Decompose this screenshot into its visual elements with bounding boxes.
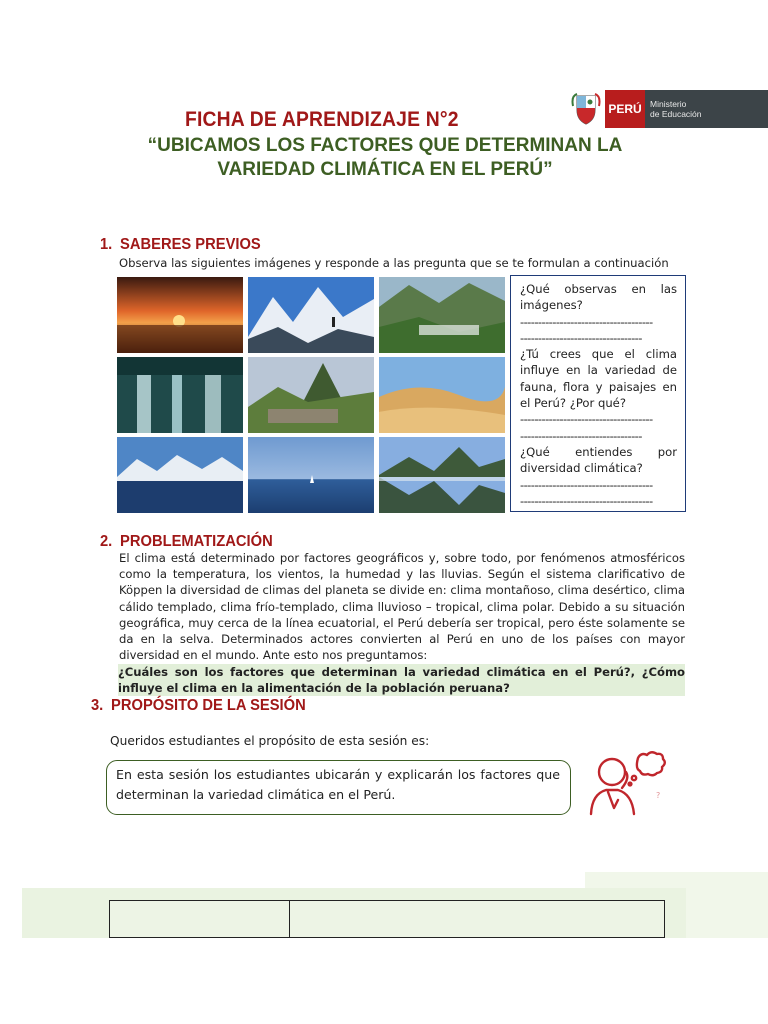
logo-country: PERÚ — [605, 90, 645, 128]
section-1-number: 1. — [100, 236, 113, 253]
page-subtitle — [130, 134, 640, 182]
answer-line: ---------------------------------- — [520, 330, 642, 345]
purpose-box: En esta sesión los estudiantes ubicarán y explicarán los factores que determinan la variedad climática en el Perú. — [106, 760, 571, 815]
logo-ministry-line-1: Ministerio — [650, 99, 687, 109]
subtitle-line-1: “UBICAMOS LOS FACTORES QUE DETERMINAN LA — [147, 135, 623, 156]
reflection-lake-image — [379, 437, 505, 513]
section-2-title: PROBLEMATIZACIÓN — [120, 533, 273, 550]
logo-ministry — [645, 90, 768, 128]
question-1: ¿Qué observas en las imágenes? — [520, 282, 677, 313]
desert-image — [379, 357, 505, 433]
section-3-number: 3. — [91, 697, 104, 714]
logo-ministry-line-2: de Educación — [650, 109, 702, 119]
waterfall-image — [117, 357, 243, 433]
ministry-logo — [567, 90, 768, 128]
svg-text:?: ? — [656, 791, 661, 800]
footer-table-cell — [110, 901, 290, 937]
section-2-number: 2. — [100, 533, 113, 550]
mountain-lake-image — [117, 437, 243, 513]
snowy-mountains-image — [248, 277, 374, 353]
section-3-title: PROPÓSITO DE LA SESIÓN — [111, 697, 306, 714]
sea-image — [248, 437, 374, 513]
page-title: FICHA DE APRENDIZAJE N°2 — [185, 108, 459, 131]
section-1-heading — [100, 236, 261, 254]
footer-table — [109, 900, 665, 938]
sunset-image — [117, 277, 243, 353]
subtitle-line-2: VARIEDAD CLIMÁTICA EN EL PERÚ” — [217, 159, 553, 180]
purpose-intro: Queridos estudiantes el propósito de esta sesión es: — [110, 734, 430, 748]
problem-paragraph: El clima está determinado por factores geográficos y, sobre todo, por fenómenos atmosféricos como la temperatura, los vientos, la humedad y las lluvias. Según el sistema clarificativo de Köppen la diversidad de climas del planeta se divide en: clima montañoso, clima desértico, clima cálido templado, clima frío-templado, clima lluvioso – tropical, clima polar. Debido a su situación geográfica, muy cerca de la línea ecuatorial, el Perú debería ser tropical, pero éste solamente se da en la selva. Determinados actores convierten al Perú en uno de los países con mayor diversidad en el mundo. Ante esto nos preguntamos: — [119, 551, 685, 663]
answer-line: ------------------------------------- — [520, 477, 653, 492]
answer-line: ------------------------------------- — [520, 493, 653, 508]
green-valley-image — [379, 277, 505, 353]
question-2: ¿Tú crees que el clima influye en la variedad de fauna, flora y paisajes en el Perú? ¿Por qué? — [520, 347, 677, 411]
landscape-image-grid — [117, 277, 503, 513]
section-2-heading — [100, 533, 273, 551]
section-1-title: SABERES PREVIOS — [120, 236, 261, 253]
machu-picchu-image — [248, 357, 374, 433]
answer-line: ------------------------------------- — [520, 412, 653, 427]
section-3-heading — [91, 697, 306, 715]
coat-of-arms-icon — [567, 90, 605, 128]
thinking-person-icon — [588, 748, 674, 816]
answer-line: ---------------------------------- — [520, 428, 642, 443]
questions-box — [510, 275, 686, 512]
question-3: ¿Qué entiendes por diversidad climática? — [520, 444, 677, 476]
answer-line: ------------------------------------- — [520, 314, 653, 329]
section-1-instruction: Observa las siguientes imágenes y responde a las pregunta que se te formulan a continuación — [119, 256, 669, 270]
footer-table-cell — [290, 901, 664, 937]
problem-question: ¿Cuáles son los factores que determinan la variedad climática en el Perú?, ¿Cómo influye el clima en la alimentación de la población peruana? — [118, 665, 685, 696]
